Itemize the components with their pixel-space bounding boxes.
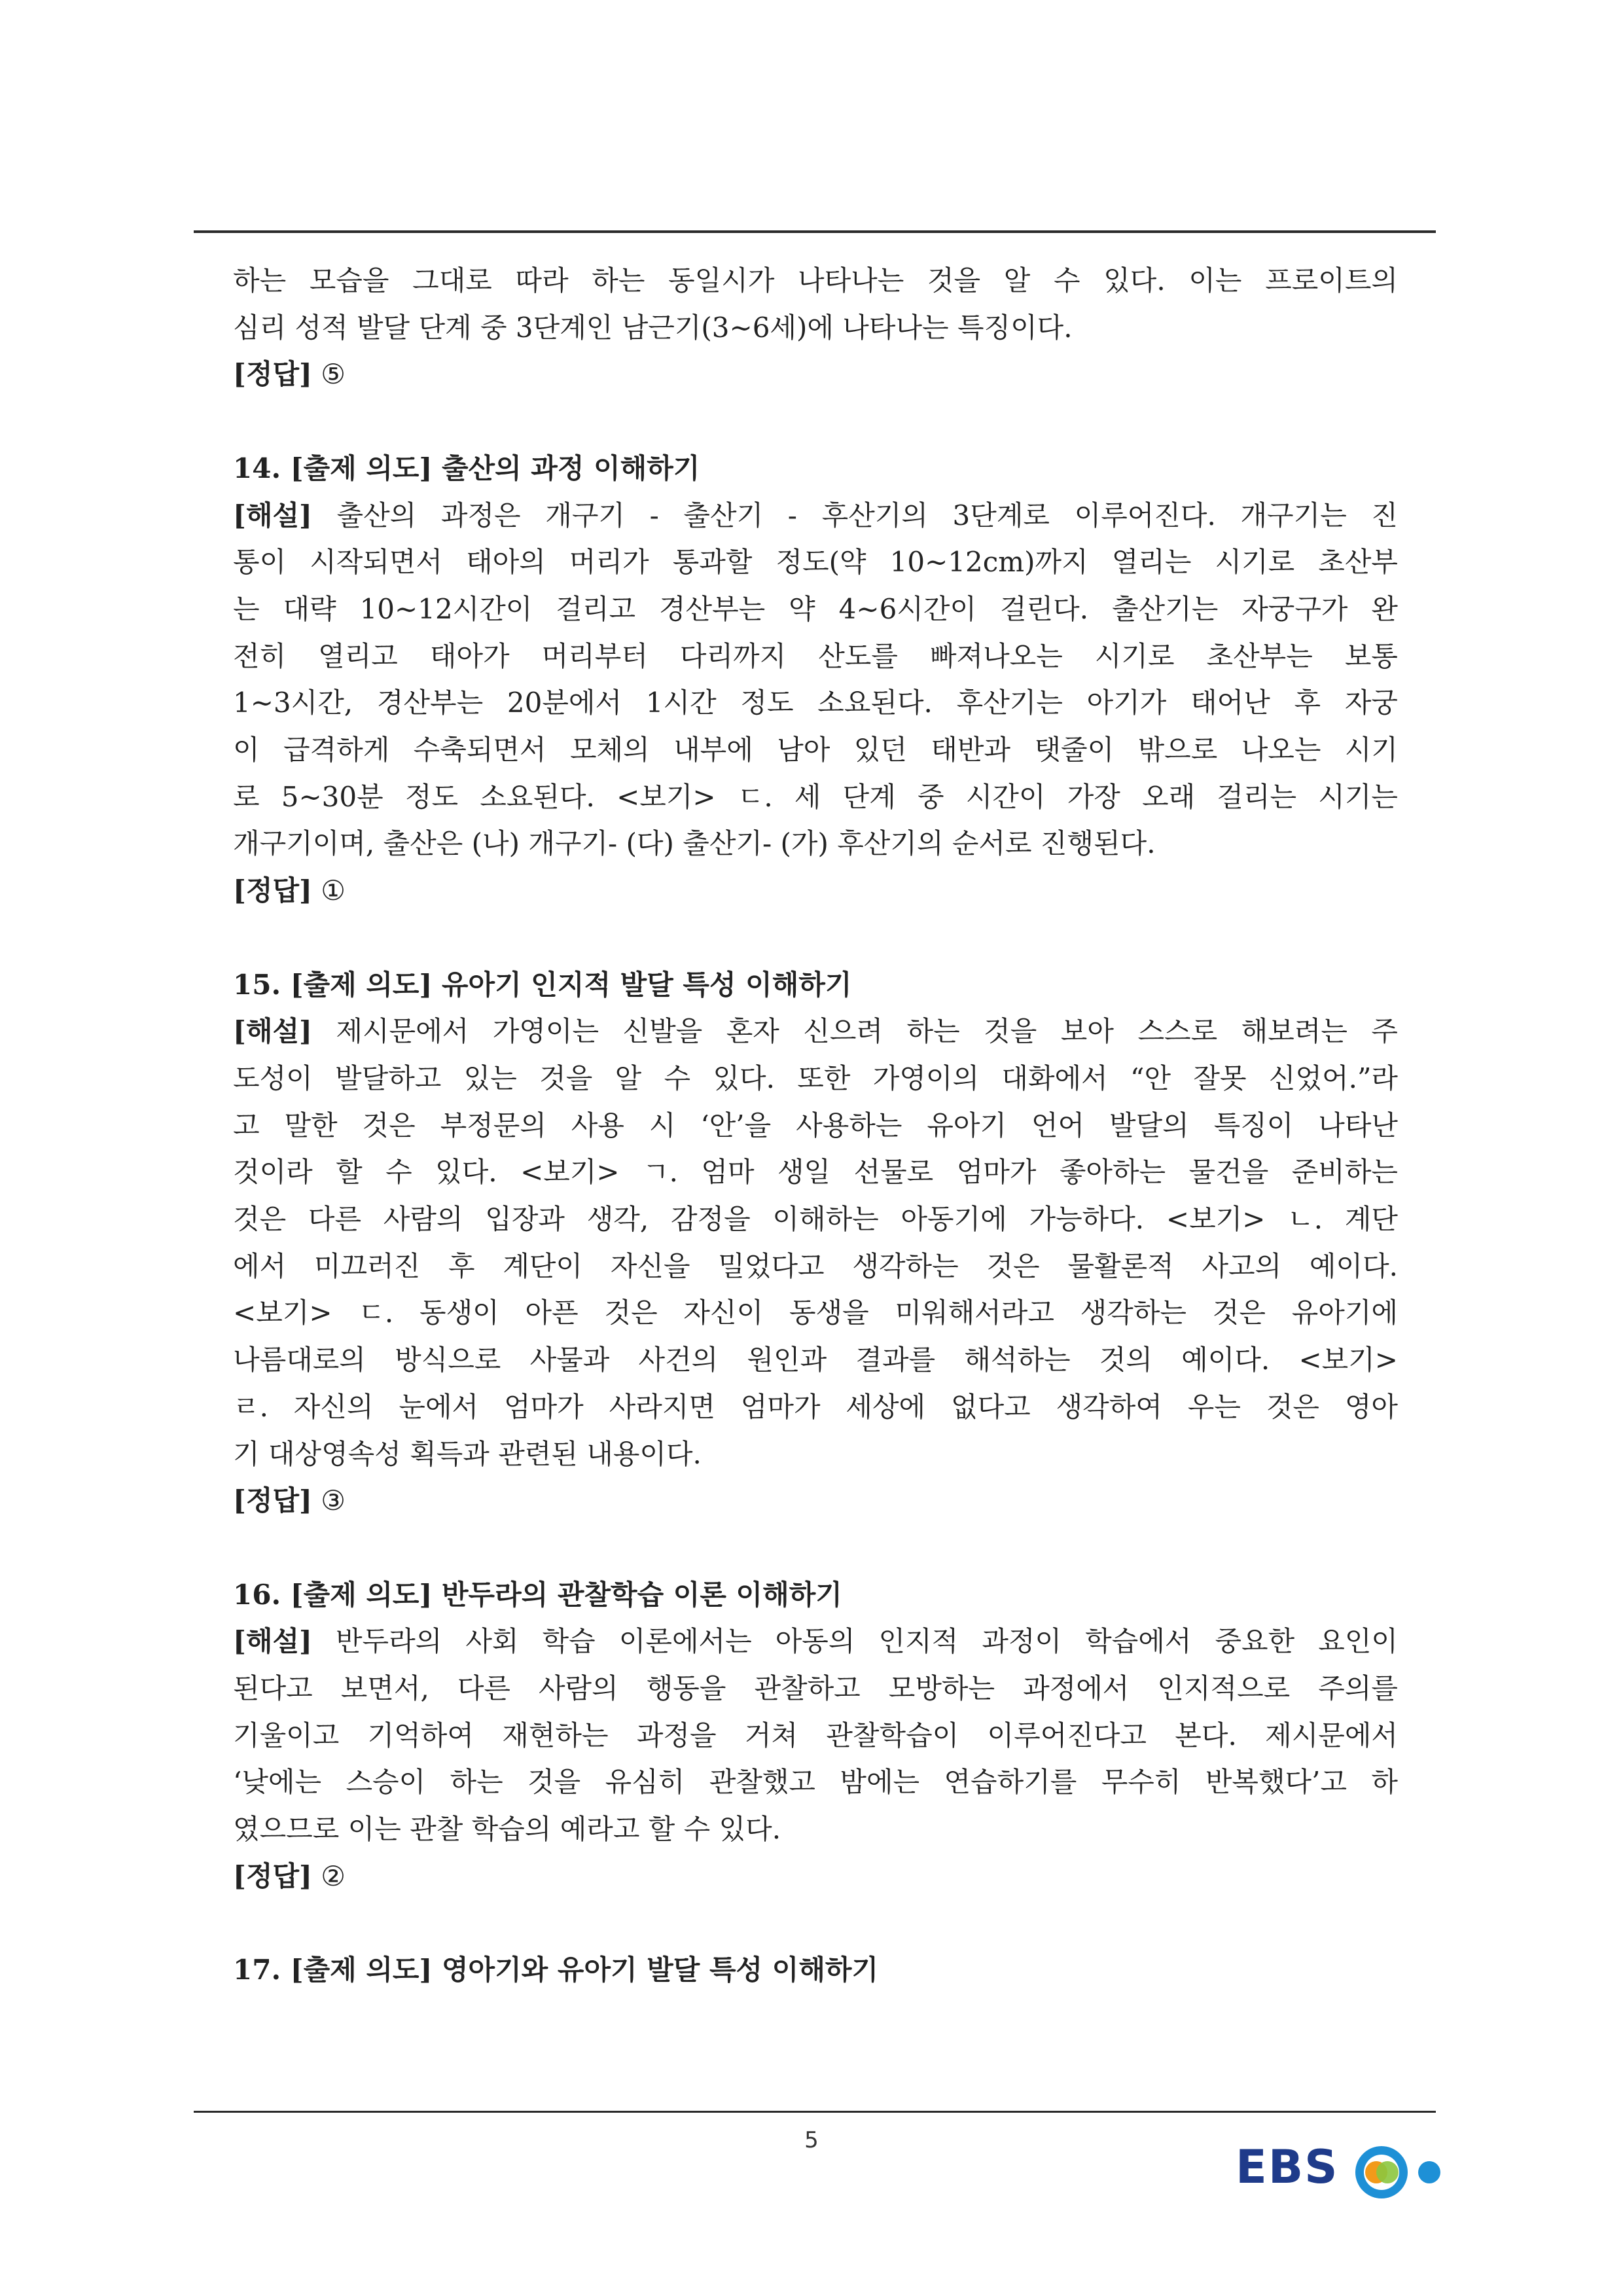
text-line-content: 1~3시간, 경산부는 20분에서 1시간 정도 소요된다. 후산기는 아기가 태어난 후 자궁 (233, 687, 1398, 719)
text-line-content: ‘낮에는 스승이 하는 것을 유심히 관찰했고 밤에는 연습하기를 무수히 반복했다’고 하 (233, 1766, 1398, 1799)
answer-value: ① (321, 874, 346, 907)
text-line (233, 726, 1398, 774)
text-line (233, 1384, 1398, 1431)
text-line (233, 1196, 1398, 1243)
text-line (233, 1759, 1398, 1806)
answer-value: ② (321, 1859, 346, 1892)
text-line-content: 개구기이며, 출산은 (나) 개구기- (다) 출산기- (가) 후산기의 순서로 진행된다. (233, 827, 1156, 860)
text-line (233, 1149, 1398, 1196)
text-line (233, 1431, 1398, 1478)
footer-rule (194, 2111, 1436, 2113)
answer-line (233, 1477, 1398, 1524)
question-heading: 16. [출제 의도] 반두라의 관찰학습 이론 이해하기 (233, 1578, 842, 1611)
text-line (233, 586, 1398, 633)
answer-label: [정답] (233, 1484, 312, 1517)
text-line-content: 기 대상영속성 획득과 관련된 내용이다. (233, 1437, 702, 1470)
text-line-content: 것이라 할 수 있다. <보기> ㄱ. 엄마 생일 선물로 엄마가 좋아하는 물건을 준비하는 (233, 1156, 1398, 1189)
text-line (233, 1243, 1398, 1290)
text-line (233, 539, 1398, 586)
text-line-content: 제시문에서 가영이는 신발을 혼자 신으려 하는 것을 보아 스스로 해보려는 주 (336, 1015, 1398, 1048)
text-line-content: 로 5~30분 정도 소요된다. <보기> ㄷ. 세 단계 중 시간이 가장 오래 걸리는 시기는 (233, 780, 1398, 813)
text-line-content: 통이 시작되면서 태아의 머리가 통과할 정도(약 10~12cm)까지 열리는 시기로 초산부 (233, 546, 1398, 579)
text-line-content: 전히 열리고 태아가 머리부터 다리까지 산도를 빠져나오는 시기로 초산부는 보통 (233, 639, 1398, 672)
document-body (233, 257, 1398, 1994)
text-line (233, 304, 1398, 351)
ebs-logo-icon (1352, 2143, 1450, 2202)
answer-line (233, 867, 1398, 914)
text-line (233, 492, 1398, 539)
answer-line (233, 1853, 1398, 1900)
text-line (233, 1008, 1398, 1055)
answer-label: [정답] (233, 1859, 312, 1892)
text-line (233, 820, 1398, 867)
answer-label: [정답] (233, 358, 312, 391)
header-rule (194, 230, 1436, 233)
text-line-content: 였으므로 이는 관찰 학습의 예라고 할 수 있다. (233, 1813, 781, 1846)
text-line-content: 된다고 보면서, 다른 사람의 행동을 관찰하고 모방하는 과정에서 인지적으로 주의를 (233, 1672, 1398, 1705)
explanation-label: [해설] (233, 499, 312, 531)
question-heading: 15. [출제 의도] 유아기 인지적 발달 특성 이해하기 (233, 968, 852, 1001)
text-line-content: 반두라의 사회 학습 이론에서는 아동의 인지적 과정이 학습에서 중요한 요인이 (335, 1625, 1398, 1658)
text-line-content: 하는 모습을 그대로 따라 하는 동일시가 나타나는 것을 알 수 있다. 이는 프로이트의 (233, 264, 1398, 296)
text-line-content: 심리 성적 발달 단계 중 3단계인 남근기(3~6세)에 나타나는 특징이다. (233, 311, 1073, 344)
text-line-content: <보기> ㄷ. 동생이 아픈 것은 자신이 동생을 미워해서라고 생각하는 것은 유아기에 (233, 1297, 1398, 1329)
text-line-content: 도성이 발달하고 있는 것을 알 수 있다. 또한 가영이의 대화에서 “안 잘못 신었어.”라 (233, 1062, 1398, 1094)
text-line-content: 이 급격하게 수축되면서 모체의 내부에 남아 있던 태반과 탯줄이 밖으로 나오는 시기 (233, 734, 1398, 766)
text-line (233, 1102, 1398, 1149)
text-line (233, 679, 1398, 726)
text-line (233, 1289, 1398, 1336)
answer-label: [정답] (233, 874, 312, 907)
answer-value: ⑤ (321, 358, 346, 391)
text-line-content: ㄹ. 자신의 눈에서 엄마가 사라지면 엄마가 세상에 없다고 생각하여 우는 것은 영아 (233, 1390, 1398, 1423)
text-line (233, 1806, 1398, 1853)
text-line (233, 1665, 1398, 1712)
text-line (233, 633, 1398, 680)
ebs-logo-text: EBS (1236, 2140, 1339, 2194)
text-line-content: 기울이고 기억하여 재현하는 과정을 거쳐 관찰학습이 이루어진다고 본다. 제시문에서 (233, 1719, 1398, 1751)
text-line-content: 출산의 과정은 개구기 - 출산기 - 후산기의 3단계로 이루어진다. 개구기는 진 (336, 499, 1398, 531)
text-line (233, 1055, 1398, 1102)
ebs-logo (1236, 2138, 1458, 2203)
page-number: 5 (804, 2127, 819, 2153)
text-line (233, 257, 1398, 304)
text-line-content: 것은 다른 사람의 입장과 생각, 감정을 이해하는 아동기에 가능하다. <보기> ㄴ. 계단 (233, 1203, 1398, 1236)
text-line-content: 에서 미끄러진 후 계단이 자신을 밀었다고 생각하는 것은 물활론적 사고의 예이다. (233, 1249, 1398, 1282)
answer-line (233, 351, 1398, 398)
text-line (233, 1336, 1398, 1384)
explanation-label: [해설] (233, 1625, 312, 1658)
text-line-content: 는 대략 10~12시간이 걸리고 경산부는 약 4~6시간이 걸린다. 출산기는 자궁구가 완 (233, 592, 1398, 625)
text-line (233, 1712, 1398, 1759)
text-line-content: 나름대로의 방식으로 사물과 사건의 원인과 결과를 해석하는 것의 예이다. <보기> (233, 1344, 1398, 1376)
text-line (233, 1618, 1398, 1665)
question-heading: 14. [출제 의도] 출산의 과정 이해하기 (233, 452, 700, 484)
answer-value: ③ (321, 1484, 346, 1517)
question-heading: 17. [출제 의도] 영아기와 유아기 발달 특성 이해하기 (233, 1954, 879, 1986)
text-line (233, 774, 1398, 821)
text-line-content: 고 말한 것은 부정문의 사용 시 ‘안’을 사용하는 유아기 언어 발달의 특징이 나타난 (233, 1109, 1398, 1141)
explanation-label: [해설] (233, 1015, 312, 1048)
